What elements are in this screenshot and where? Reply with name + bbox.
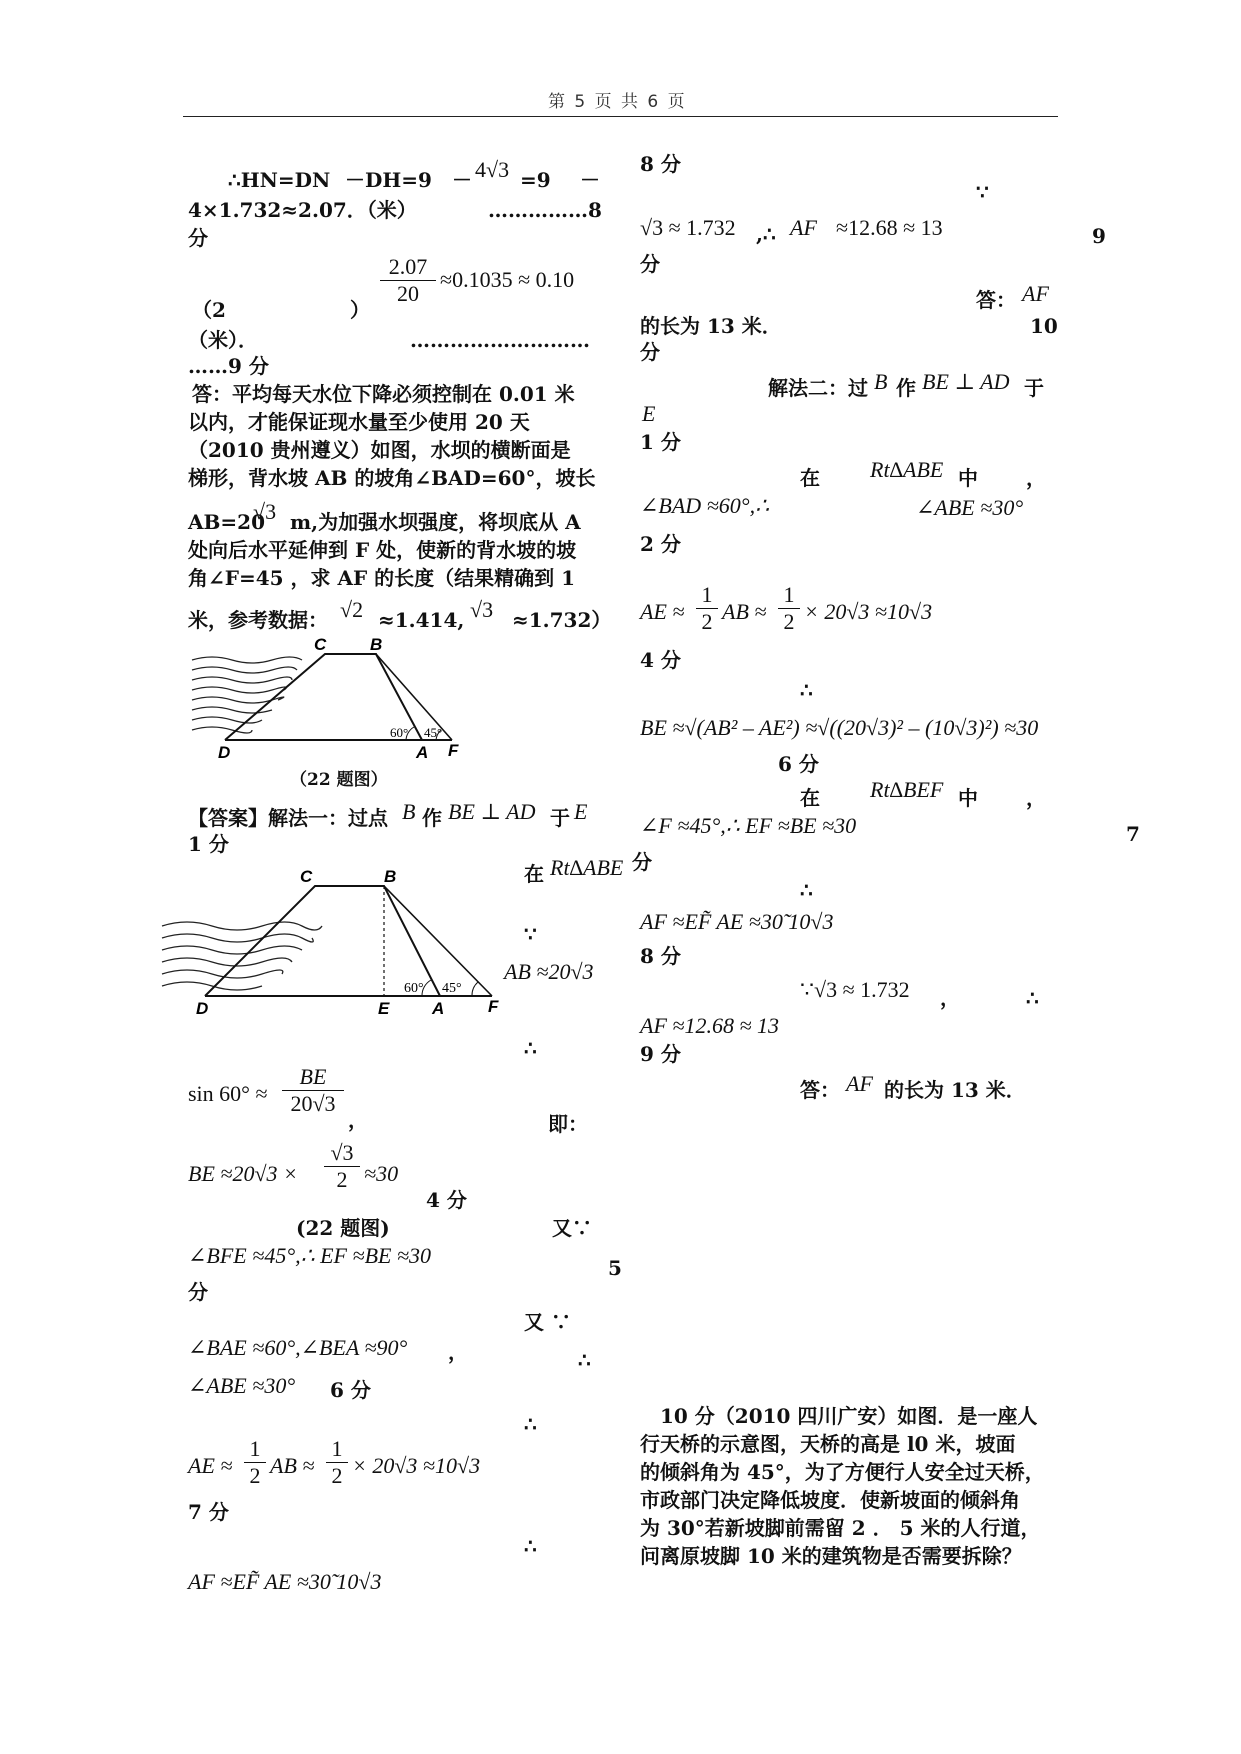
math: AF ≈EF̃ AE ≈30̃ 10√3 xyxy=(640,909,834,934)
text: 7 xyxy=(1126,822,1140,846)
text: 在 xyxy=(800,466,820,490)
math: Rt∆ABE xyxy=(870,457,944,482)
label-d: D xyxy=(218,743,231,762)
math: ∠F ≈45°,∴ EF ≈BE ≈30 xyxy=(640,813,857,838)
text: 答： xyxy=(800,1078,840,1102)
text: 解法二：过 xyxy=(768,376,868,400)
dam-outline xyxy=(205,886,440,996)
text: （2 xyxy=(192,298,226,322)
math: E xyxy=(642,401,656,426)
text: 4×1.732≈2.07．（米） xyxy=(188,198,417,222)
text: ， xyxy=(1026,786,1046,810)
angle-45: 45° xyxy=(424,725,443,740)
math: AF xyxy=(790,215,817,240)
text: （2010 贵州遵义）如图，水坝的横断面是 xyxy=(188,438,571,462)
text: 即： xyxy=(548,1112,588,1136)
label-a: A xyxy=(416,743,429,762)
text: ,∴ xyxy=(756,222,776,246)
text: 答： xyxy=(976,288,1016,312)
text: 答：平均每天水位下降必须控制在 0.01 米 xyxy=(192,382,575,406)
text: =9 xyxy=(520,168,551,192)
text: 又 ∵ xyxy=(524,1310,571,1334)
label-c: C xyxy=(314,635,327,654)
label-d: D xyxy=(196,999,209,1018)
label-b: B xyxy=(384,867,397,886)
text: 分 xyxy=(188,226,208,250)
header-rule xyxy=(183,116,1058,117)
text: 10 分（2010 四川广安）如图．是一座人 xyxy=(660,1404,1038,1428)
text: 在 xyxy=(800,786,820,810)
text: 于 xyxy=(1024,376,1044,400)
math: BE ≈20√3 × xyxy=(188,1161,298,1186)
math: BE ⊥ AD xyxy=(922,369,1010,394)
math: √3 xyxy=(470,597,494,622)
text: ≈1.732） xyxy=(512,608,612,632)
figure-caption: （22 题图） xyxy=(290,770,388,790)
label-f: F xyxy=(488,997,499,1016)
text: 问离原坡脚 10 米的建筑物是否需要拆除？ xyxy=(640,1544,1022,1568)
math: AF xyxy=(846,1071,873,1096)
text: 的长为 13 米． xyxy=(884,1078,1026,1102)
math: B xyxy=(874,369,888,394)
text: ∵ xyxy=(524,922,537,946)
text: ∴ xyxy=(800,878,813,902)
math: ∠ABE ≈30° xyxy=(916,495,1024,520)
text: 分 xyxy=(640,340,660,364)
text: 【答案】解法一：过点 xyxy=(188,806,388,830)
text: 角∠F=45 ，求 AF 的长度（结果精确到 1 xyxy=(188,566,576,590)
math: AE ≈ xyxy=(188,1453,233,1478)
math: ∠BAD ≈60°,∴ xyxy=(640,493,770,518)
fraction: $\frac{1}{2}$ xyxy=(326,1436,348,1489)
fraction: $\frac{1}{2}$ xyxy=(244,1436,266,1489)
text: 作 xyxy=(422,806,442,830)
label-c: C xyxy=(300,867,313,886)
math: AF xyxy=(1022,281,1049,306)
math: AF ≈12.68 ≈ 13 xyxy=(640,1013,780,1038)
text: 米，参考数据： xyxy=(188,608,328,632)
label-f: F xyxy=(448,741,459,760)
water-waves xyxy=(162,922,322,990)
text: AB=20 xyxy=(188,510,266,534)
fraction: $\frac{2.07}{20}$ xyxy=(380,254,436,307)
text: － xyxy=(452,168,472,192)
text: ， xyxy=(348,1108,368,1132)
text: ） xyxy=(350,298,370,322)
math: √3 ≈ 1.732 xyxy=(640,215,736,240)
text: 在 xyxy=(524,862,544,886)
math: ∠BAE ≈60°,∠BEA ≈90° xyxy=(188,1335,408,1360)
text: 为 30°若新坡脚前需留 2 ． 5 米的人行道， xyxy=(640,1516,1041,1540)
math: Rt∆BEF xyxy=(870,777,944,802)
text: ∴ xyxy=(578,1348,591,1372)
math: √3 xyxy=(253,499,277,524)
text: ……………8 xyxy=(488,198,602,222)
math: ∠ABE ≈30° xyxy=(188,1373,296,1398)
text: 的倾斜角为 45°，为了方便行人安全过天桥， xyxy=(640,1460,1045,1484)
text: 梯形，背水坡 AB 的坡角∠BAD=60°，坡长 xyxy=(188,466,596,490)
text: 9 分 xyxy=(640,1042,681,1066)
math: ∠BFE ≈45°,∴ EF ≈BE ≈30 xyxy=(188,1243,432,1268)
text: 作 xyxy=(896,376,916,400)
text: 中 xyxy=(958,466,978,490)
math: × 20√3 ≈10√3 xyxy=(352,1453,481,1478)
text: ∵ xyxy=(976,180,989,204)
text: 9 xyxy=(1092,224,1106,248)
text: 6 分 xyxy=(778,752,819,776)
text: ……9 分 xyxy=(188,354,269,378)
text: ≈1.414, xyxy=(378,608,465,632)
text: 的长为 13 米． xyxy=(640,314,782,338)
text: 4 分 xyxy=(640,648,681,672)
math: √2 xyxy=(340,597,364,622)
math: ∵√3 ≈ 1.732 xyxy=(800,977,910,1002)
figure-caption: (22 题图) xyxy=(296,1216,390,1240)
text: （米）． xyxy=(188,328,258,352)
angle-60: 60° xyxy=(390,725,409,740)
angle-60: 60° xyxy=(404,981,424,996)
math: ≈0.1035 ≈ 0.10 xyxy=(440,267,575,292)
text: 6 分 xyxy=(330,1378,371,1402)
text: 7 分 xyxy=(188,1500,229,1524)
fraction: $\frac{1}{2}$ xyxy=(778,582,800,635)
text: 中 xyxy=(958,786,978,810)
math: Rt∆ABE xyxy=(550,855,624,880)
math: BE ≈√(AB² – AE²) ≈√((20√3)² – (10√3)²) ≈30 xyxy=(640,715,1039,740)
math: sin 60° ≈ xyxy=(188,1081,268,1106)
text: m,为加强水坝强度，将坝底从 A xyxy=(290,510,581,534)
text: 8 分 xyxy=(640,152,681,176)
text: 于 xyxy=(550,806,570,830)
math: AB ≈20√3 xyxy=(504,959,594,984)
angle-45: 45° xyxy=(442,981,462,996)
text: ， xyxy=(1026,466,1046,490)
text: 2 分 xyxy=(640,532,681,556)
fraction: $\frac{√3}{2}$ xyxy=(324,1140,360,1193)
text: ∴ xyxy=(524,1036,537,1060)
text: － xyxy=(580,168,600,192)
text: －DH=9 xyxy=(345,168,432,192)
text: ∴ xyxy=(524,1412,537,1436)
text: 市政部门决定降低坡度．使新坡面的倾斜角 xyxy=(640,1488,1020,1512)
text: ……………………… xyxy=(410,328,590,352)
math: B xyxy=(402,799,416,824)
label-a: A xyxy=(432,999,445,1018)
text: 行天桥的示意图，天桥的高是 l0 米，坡面 xyxy=(640,1432,1016,1456)
text: ∴ xyxy=(800,678,813,702)
math: × 20√3 ≈10√3 xyxy=(804,599,933,624)
math: AE ≈ xyxy=(640,599,685,624)
fraction: $\frac{BE}{20√3}$ xyxy=(282,1064,344,1117)
label-b: B xyxy=(370,635,383,654)
text: 处向后水平延伸到 F 处，使新的背水坡的坡 xyxy=(188,538,577,562)
text: 又∵ xyxy=(552,1216,592,1240)
text: ， xyxy=(940,986,960,1010)
text: 8 分 xyxy=(640,944,681,968)
math: E xyxy=(574,799,588,824)
text: 1 分 xyxy=(188,832,229,856)
math: AB ≈ xyxy=(722,599,767,624)
text: ∴ xyxy=(524,1534,537,1558)
math: BE ⊥ AD xyxy=(448,799,536,824)
math: ≈30 xyxy=(364,1161,399,1186)
text: 分 xyxy=(640,252,660,276)
fraction: $\frac{1}{2}$ xyxy=(696,582,718,635)
dam-figure-1 xyxy=(190,635,490,762)
text: ∴HN=DN xyxy=(228,168,331,192)
text: ∴ xyxy=(1026,986,1039,1010)
math: AB ≈ xyxy=(270,1453,315,1478)
text: 1 分 xyxy=(640,430,681,454)
text: 4 分 xyxy=(426,1188,467,1212)
math: 4√3 xyxy=(475,157,510,182)
text: 10 xyxy=(1030,314,1058,338)
text: 5 xyxy=(608,1256,622,1280)
new-slope xyxy=(384,886,492,996)
math: ≈12.68 ≈ 13 xyxy=(836,215,943,240)
text: 分 xyxy=(188,1280,208,1304)
label-e: E xyxy=(378,999,390,1018)
math: AF ≈EF̃ AE ≈30̃ 10√3 xyxy=(188,1569,382,1594)
text: 分 xyxy=(632,850,652,874)
text: ， xyxy=(448,1340,468,1364)
text: 以内，才能保证现水量至少使用 20 天 xyxy=(188,410,530,434)
page-header: 第 5 页 共 6 页 xyxy=(548,92,687,112)
dam-figure-2 xyxy=(160,866,510,1016)
